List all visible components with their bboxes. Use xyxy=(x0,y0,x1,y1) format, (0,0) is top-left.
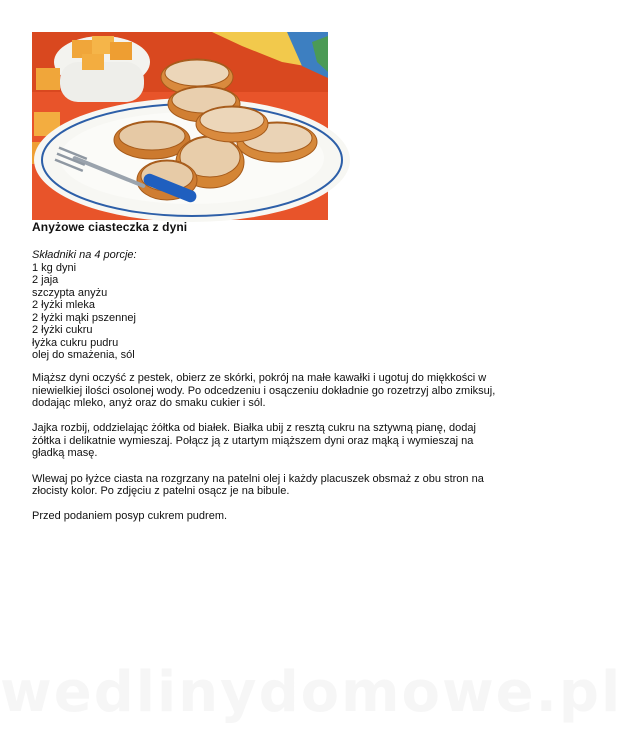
pancakes-plate-illustration xyxy=(32,32,328,220)
ingredient-item: 2 łyżki cukru xyxy=(32,324,93,336)
ingredient-item: szczypta anyżu xyxy=(32,286,108,299)
ingredients-intro: Składniki na 4 porcje: xyxy=(32,249,137,261)
site-watermark: wedlinydomowe.pl xyxy=(0,660,622,725)
step-paragraph: Wlewaj po łyżce ciasta na rozgrzany na patelni olej i każdy placuszek obsmaż z obu stron na złocisty kolor. Po zdjęciu z patelni osącz je na bibule. xyxy=(32,472,484,498)
preparation-steps xyxy=(32,372,497,535)
ingredient-item: łyżka cukru pudru xyxy=(32,336,119,349)
ingredient-item: olej do smażenia, sól xyxy=(32,349,135,361)
step-paragraph: Miąższ dyni oczyść z pestek, obierz ze skórki, pokrój na małe kawałki i ugotuj do miękkości w niewielkiej ilości osolonej wody. Po odcedzeniu i osączeniu dokładnie go rozetrzyj albo zmiksuj, dodając mleko, anyż oraz do smaku cukier i sól. xyxy=(32,372,496,410)
ingredients-section xyxy=(32,249,137,362)
ingredient-item: 2 łyżki mąki pszennej xyxy=(32,311,136,324)
recipe-title: Anyżowe ciasteczka z dyni xyxy=(32,220,188,234)
step-paragraph: Przed podaniem posyp cukrem pudrem. xyxy=(32,510,228,523)
ingredients-list xyxy=(32,262,137,362)
recipe-photo xyxy=(32,32,328,220)
ingredient-item: 2 łyżki mleka xyxy=(32,299,95,311)
ingredient-item: 2 jaja xyxy=(32,274,59,286)
step-paragraph: Jajka rozbij, oddzielając żółtka od białek. Białka ubij z resztą cukru na sztywną pianę, dodaj żółtka i delikatnie wymieszaj. Połącz ją z utartym miąższem dyni oraz mąką i wymieszaj na gładką masę. xyxy=(32,422,476,460)
ingredient-item: 1 kg dyni xyxy=(32,261,77,274)
